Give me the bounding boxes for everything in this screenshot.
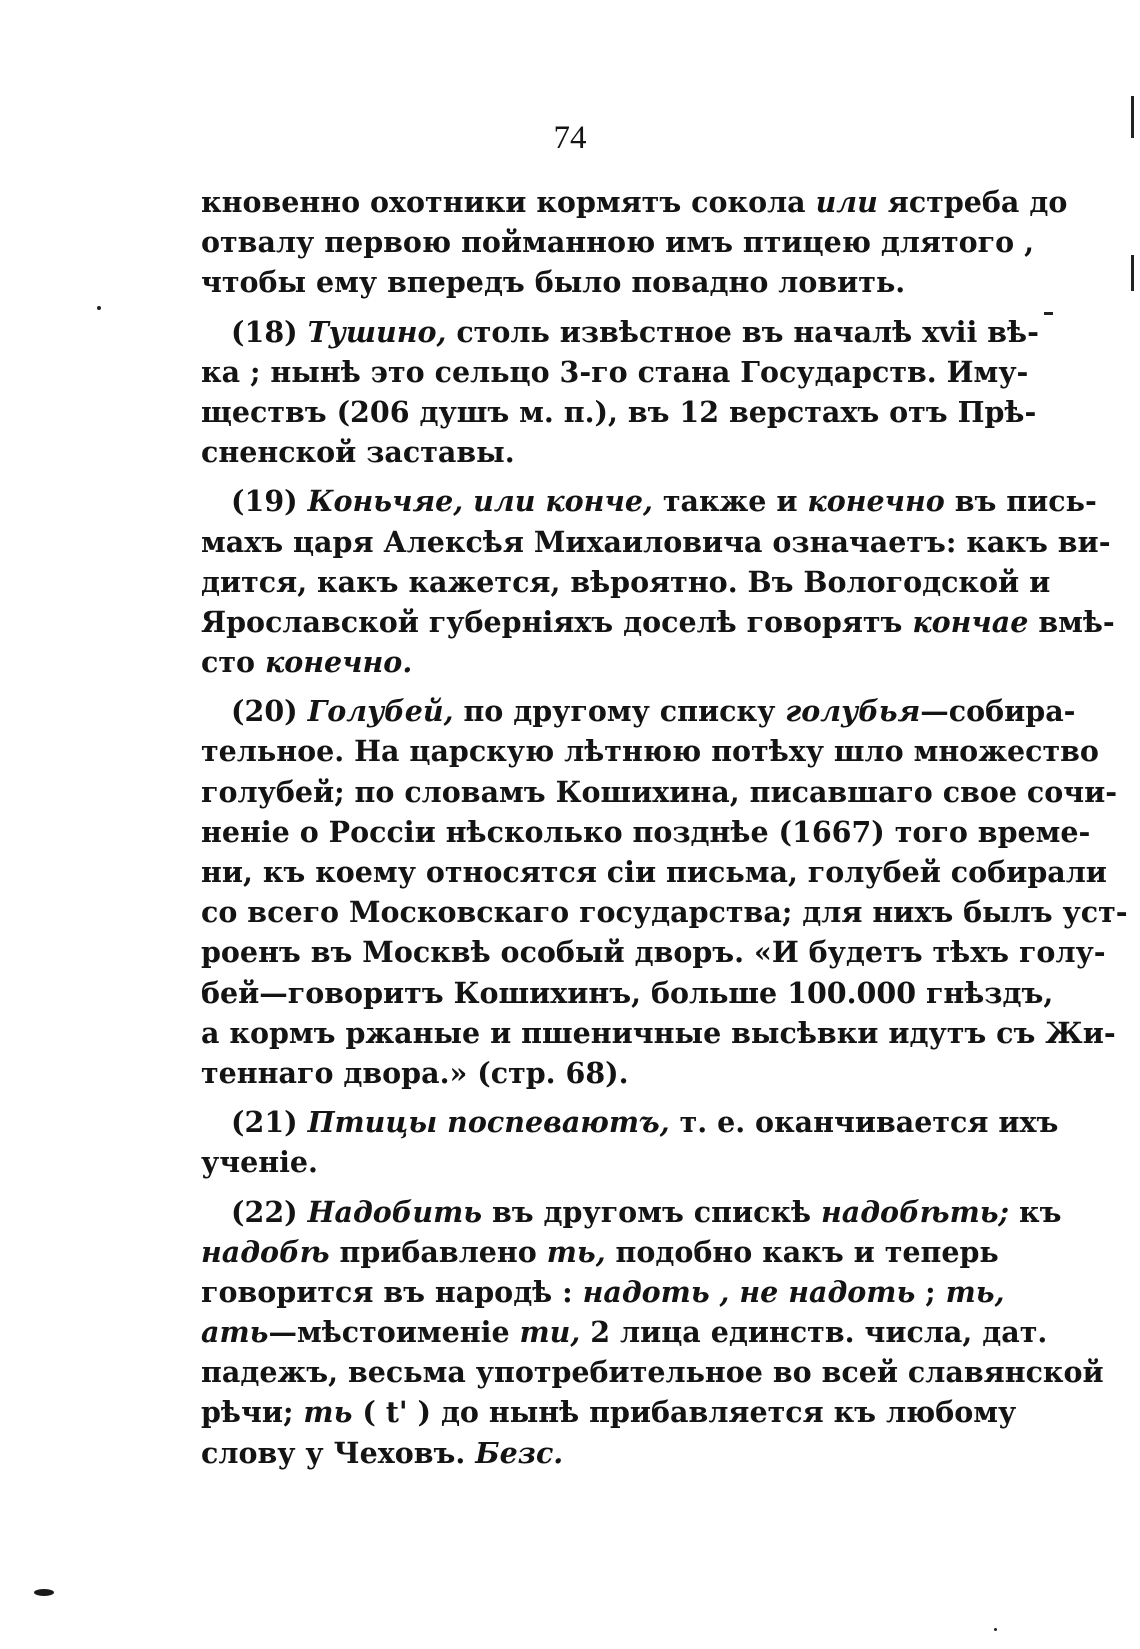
text-line xyxy=(201,1142,952,1182)
text-run: (21) xyxy=(231,1105,308,1140)
text-line xyxy=(201,1232,999,1272)
text-line xyxy=(201,1433,952,1473)
text-run: ществъ (206 душъ м. п.), въ 12 верстахъ отъ Прѣ- xyxy=(201,394,1037,429)
scan-speck xyxy=(994,1628,997,1631)
italic-term: надобѣ xyxy=(201,1234,330,1269)
paragraph-gap xyxy=(201,472,952,481)
italic-term: ть, xyxy=(546,1234,606,1269)
text-run: рѣчи; xyxy=(201,1395,304,1430)
text-line xyxy=(201,852,1107,892)
text-run: т. е. оканчивается ихъ xyxy=(669,1105,1059,1140)
text-run: къ xyxy=(1009,1194,1062,1229)
italic-term: кончае xyxy=(912,604,1029,639)
text-run: кновенно охотники кормятъ сокола xyxy=(201,185,816,219)
text-run: вмѣ- xyxy=(1028,604,1115,639)
text-run: (22) xyxy=(231,1194,308,1229)
text-run: бей—говоритъ Кошихинъ, больше 100.000 гнѣздъ, xyxy=(201,975,1054,1010)
text-line xyxy=(201,392,1037,432)
text-line xyxy=(201,262,952,302)
text-line xyxy=(201,772,1118,812)
text-run: говорится въ народѣ : xyxy=(201,1274,583,1309)
italic-term: ть xyxy=(303,1395,353,1430)
scan-edge-mark xyxy=(1131,255,1134,291)
scan-edge-mark xyxy=(1131,96,1134,138)
text-run: по другому списку xyxy=(453,694,786,729)
text-run: сто xyxy=(201,645,265,680)
scan-speck xyxy=(34,1589,54,1596)
text-run: ни, къ коему относятся сіи письма, голубей собирали xyxy=(201,855,1107,889)
italic-term: конечно xyxy=(807,484,945,519)
italic-term: надоть , не надоть xyxy=(582,1274,916,1309)
text-run: —мѣстоименіе xyxy=(268,1315,520,1350)
text-run: Ярославской губерніяхъ доселѣ говорятъ xyxy=(201,604,913,639)
text-run: ястреба до xyxy=(877,185,1068,219)
text-line xyxy=(201,1392,1017,1432)
text-run: (20) xyxy=(231,694,308,729)
text-line xyxy=(201,691,1076,731)
text-run: ученіе. xyxy=(201,1145,318,1180)
text-line xyxy=(201,1053,952,1093)
scan-speck xyxy=(97,306,101,310)
text-line xyxy=(201,1352,1104,1392)
text-run: ( t' ) до нынѣ прибавляется къ любому xyxy=(352,1395,1017,1430)
text-line xyxy=(201,312,1039,352)
text-run: —собира- xyxy=(920,694,1076,729)
text-line xyxy=(201,892,1128,932)
text-line xyxy=(201,481,1097,521)
text-run: также и xyxy=(652,484,808,519)
text-line xyxy=(201,222,1034,262)
italic-term: голубья xyxy=(785,694,921,729)
text-run: роенъ въ Москвѣ особый дворъ. «И будетъ тѣхъ голу- xyxy=(201,935,1106,970)
text-run: 2 лица единств. числа, дат. xyxy=(580,1315,1048,1350)
text-run: ка ; нынѣ это сельцо 3-го стана Государств. Иму- xyxy=(201,354,1029,389)
page-number: 74 xyxy=(553,120,587,156)
text-line xyxy=(201,812,1091,852)
text-line xyxy=(201,932,1106,972)
notes-text-block xyxy=(201,182,1128,1473)
text-line xyxy=(201,1102,1059,1142)
italic-term: ть, xyxy=(945,1274,1005,1309)
text-line xyxy=(201,1013,1116,1053)
text-run xyxy=(535,484,545,518)
text-line xyxy=(201,352,1029,392)
text-line xyxy=(201,1192,1062,1232)
text-run: (19) xyxy=(231,484,308,519)
text-run: въ пись- xyxy=(944,484,1097,519)
italic-term: конче, xyxy=(545,484,653,519)
italic-term: ти, xyxy=(519,1315,581,1350)
italic-term: Голубей, xyxy=(307,694,454,729)
text-line xyxy=(201,1272,1005,1312)
text-run: прибавлено xyxy=(329,1234,547,1269)
italic-term: Безс. xyxy=(475,1435,564,1470)
italic-term: ать xyxy=(201,1315,269,1350)
text-line xyxy=(201,1312,1048,1352)
italic-term: Коньчяе, xyxy=(307,484,464,519)
paragraph-gap xyxy=(201,682,952,691)
text-run: со всего Московскаго государства; для нихъ былъ уст- xyxy=(201,895,1128,930)
text-run: голубей; по словамъ Кошихина, писавшаго свое сочи- xyxy=(201,774,1118,809)
text-run: подобно какъ и теперь xyxy=(605,1234,999,1269)
text-line xyxy=(201,731,1099,771)
text-line xyxy=(201,642,952,682)
text-line xyxy=(201,602,1115,642)
text-run: неніе о Россіи нѣсколько позднѣе (1667) того време- xyxy=(201,814,1091,849)
italic-term: надобѣть; xyxy=(821,1194,1010,1229)
italic-term: Надобить xyxy=(307,1194,483,1229)
scan-speck xyxy=(1044,312,1053,315)
text-line xyxy=(201,973,1054,1013)
text-run: падежъ, весьма употребительное во всей славянской xyxy=(201,1355,1104,1390)
text-run: отвалу первою пойманною имъ птицею длятого , xyxy=(201,225,1034,260)
text-run: дится, какъ кажется, вѣроятно. Въ Вологодской и xyxy=(201,564,1051,599)
text-run: а кормъ ржаные и пшеничные высѣвки идутъ съ Жи- xyxy=(201,1015,1116,1050)
text-run: ; xyxy=(915,1274,946,1309)
text-line xyxy=(201,432,952,472)
text-run: чтобы ему впередъ было повадно ловить. xyxy=(201,265,906,300)
paragraph-gap xyxy=(201,1183,952,1192)
text-run: теннаго двора.» (стр. 68). xyxy=(201,1055,629,1090)
text-run: (18) xyxy=(231,314,308,349)
paragraph-gap xyxy=(201,1093,952,1102)
text-run: тельное. На царскую лѣтнюю потѣху шло множество xyxy=(201,734,1099,769)
text-run: въ другомъ спискѣ xyxy=(482,1194,821,1229)
italic-term: или xyxy=(815,185,878,219)
text-line xyxy=(201,562,1051,602)
text-line xyxy=(201,522,1111,562)
paragraph-gap xyxy=(201,303,952,312)
text-run: сненской заставы. xyxy=(201,435,515,470)
text-run xyxy=(463,484,473,518)
italic-term: Птицы поспеваютъ, xyxy=(307,1105,670,1140)
italic-term: конечно. xyxy=(264,645,413,680)
text-run: махъ царя Алексѣя Михаиловича означаетъ: какъ ви- xyxy=(201,524,1111,559)
text-line xyxy=(201,182,1068,222)
text-run: слову у Чеховъ. xyxy=(201,1435,476,1470)
italic-term: или xyxy=(473,484,536,519)
text-run: столь извѣстное въ началѣ xvii вѣ- xyxy=(446,314,1039,349)
italic-term: Тушино, xyxy=(307,314,447,349)
